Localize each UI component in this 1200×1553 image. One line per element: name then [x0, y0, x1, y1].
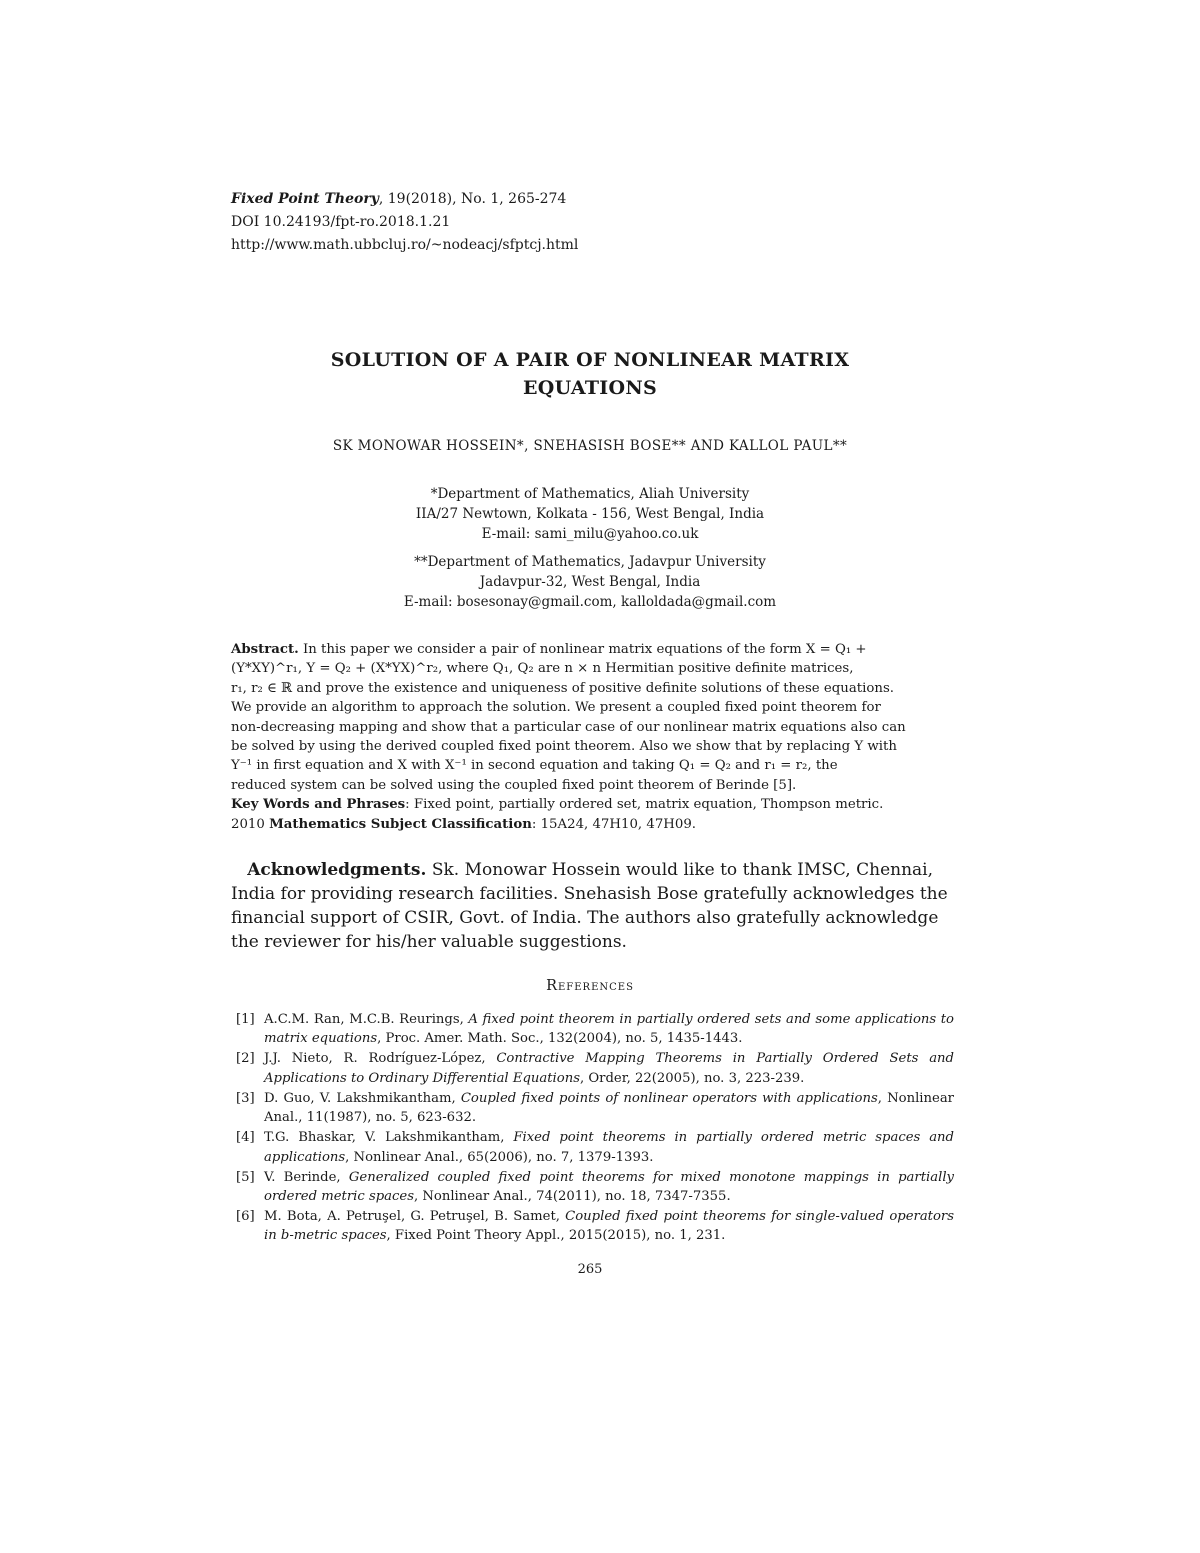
reference-title: Coupled fixed points of nonlinear operators with applications: [460, 1090, 878, 1106]
reference-title: Contractive Mapping Theorems in Partially Ordered Sets and Applications to Ordinary Differential Equations: [264, 1051, 954, 1086]
journal-name: Fixed Point Theory: [231, 191, 379, 207]
acknowledgments-line: India for providing research facilities. Snehasish Bose gratefully acknowledges the: [231, 884, 948, 904]
acknowledgments-label: Acknowledgments.: [247, 860, 427, 880]
reference-number: [5]: [236, 1169, 255, 1185]
abstract-line: Y⁻¹ in first equation and X with X⁻¹ in second equation and taking Q₁ = Q₂ and r₁ = r₂, the: [231, 758, 838, 774]
paper-title: [200, 346, 980, 402]
reference-number: [4]: [236, 1130, 255, 1146]
affiliation-address: Jadavpur-32, West Bengal, India: [479, 574, 701, 590]
affiliation-email: E-mail: bosesonay@gmail.com, kalloldada@gmail.com: [403, 594, 777, 610]
acknowledgments-line: the reviewer for his/her valuable suggestions.: [231, 932, 627, 952]
keywords-label: Key Words and Phrases: [231, 797, 406, 813]
page-number: 265: [577, 1262, 603, 1277]
reference-number: [2]: [236, 1051, 255, 1067]
journal-citation: [231, 188, 578, 211]
reference-item: [2] J.J. Nieto, R. Rodríguez-López, Contractive Mapping Theorems in Partially Ordered Sets and Applications to Ordinary Differential Equations, Order, 22(2005), no. 3, 223-239.: [236, 1051, 954, 1086]
abstract-line: r₁, r₂ ∈ ℝ and prove the existence and uniqueness of positive definite solutions of these equations.: [231, 680, 894, 696]
acknowledgments-line: financial support of CSIR, Govt. of India. The authors also gratefully acknowledge: [231, 908, 939, 928]
affiliation-department: **Department of Mathematics, Jadavpur University: [414, 554, 766, 570]
abstract-line: (Y*XY)^r₁, Y = Q₂ + (X*YX)^r₂, where Q₁, Q₂ are n × n Hermitian positive definite matrices,: [231, 661, 854, 677]
affiliation-address: IIA/27 Newtown, Kolkata - 156, West Bengal, India: [415, 506, 765, 522]
journal-volume: , 19(2018), No. 1, 265-274: [378, 191, 567, 207]
reference-number: [3]: [236, 1090, 255, 1106]
reference-number: [6]: [236, 1209, 255, 1225]
journal-doi: DOI 10.24193/fpt-ro.2018.1.21: [231, 214, 451, 230]
affiliation-2: [300, 552, 880, 612]
abstract-line: non-decreasing mapping and show that a particular case of our nonlinear matrix equations also can: [231, 719, 906, 735]
references-heading: References: [546, 978, 634, 994]
abstract: [231, 640, 953, 834]
reference-item: [5] V. Berinde, Generalized coupled fixed point theorems for mixed monotone mappings in partially ordered metric spaces, Nonlinear Anal., 74(2011), no. 18, 7347-7355.: [236, 1169, 954, 1205]
reference-list: [236, 1010, 954, 1246]
reference-title: Coupled fixed point theorems for single-valued operators in b-metric spaces: [264, 1209, 954, 1244]
journal-header: [231, 188, 578, 257]
abstract-label: Abstract.: [231, 642, 299, 657]
reference-title: Generalized coupled fixed point theorems for mixed monotone mappings in partially ordered metric spaces: [264, 1169, 954, 1205]
affiliation-1: [300, 484, 880, 544]
acknowledgments: Acknowledgments. Sk. Monowar Hossein would like to thank IMSC, Chennai, India for providing research facilities. Snehasish Bose gratefully acknowledges the financial support of CSIR, Govt. of India. The authors also gratefully acknowledge the reviewer for his/her valuable suggestions.: [231, 858, 953, 954]
msc-classification: 2010 Mathematics Subject Classification: 15A24, 47H10, 47H09.: [231, 816, 697, 832]
journal-url: http://www.math.ubbcluj.ro/~nodeacj/sfptcj.html: [231, 237, 579, 253]
msc-label: Mathematics Subject Classification: [269, 816, 532, 832]
abstract-line: We provide an algorithm to approach the solution. We present a coupled fixed point theorem for: [231, 700, 881, 716]
abstract-line: reduced system can be solved using the coupled fixed point theorem of Berinde [5].: [231, 777, 797, 793]
abstract-line: be solved by using the derived coupled fixed point theorem. Also we show that by replacing Y with: [231, 739, 897, 755]
reference-number: [1]: [236, 1012, 255, 1027]
paper-title-line-1: SOLUTION OF A PAIR OF NONLINEAR MATRIX: [330, 349, 850, 371]
abstract-line: Abstract. In this paper we consider a pair of nonlinear matrix equations of the form X = Q₁ +: [231, 642, 867, 657]
keywords-text: : Fixed point, partially ordered set, matrix equation, Thompson metric.: [405, 797, 884, 813]
reference-title: Fixed point theorems in partially ordered metric spaces and applications: [264, 1130, 954, 1165]
affiliation-department: *Department of Mathematics, Aliah University: [430, 486, 750, 502]
author-list: SK MONOWAR HOSSEIN*, SNEHASISH BOSE** AND KALLOL PAUL**: [332, 438, 848, 454]
paper-title-line-2: EQUATIONS: [522, 377, 658, 399]
reference-item: [6] M. Bota, A. Petruşel, G. Petruşel, B. Samet, Coupled fixed point theorems for single-valued operators in b-metric spaces, Fixed Point Theory Appl., 2015(2015), no. 1, 231.: [236, 1209, 954, 1244]
reference-item: [4] T.G. Bhaskar, V. Lakshmikantham, Fixed point theorems in partially ordered metric spaces and applications, Nonlinear Anal., 65(2006), no. 7, 1379-1393.: [236, 1130, 954, 1165]
reference-title: A fixed point theorem in partially ordered sets and some applications to matrix equations: [264, 1012, 954, 1047]
keywords: [231, 795, 953, 814]
affiliation-email: E-mail: sami_milu@yahoo.co.uk: [481, 526, 699, 542]
reference-item: [3] D. Guo, V. Lakshmikantham, Coupled fixed points of nonlinear operators with applications, Nonlinear Anal., 11(1987), no. 5, 623-632.: [236, 1090, 954, 1126]
msc-codes: : 15A24, 47H10, 47H09.: [531, 816, 697, 832]
reference-item: [1] A.C.M. Ran, M.C.B. Reurings, A fixed point theorem in partially ordered sets and some applications to matrix equations, Proc. Amer. Math. Soc., 132(2004), no. 5, 1435-1443.: [236, 1012, 954, 1047]
